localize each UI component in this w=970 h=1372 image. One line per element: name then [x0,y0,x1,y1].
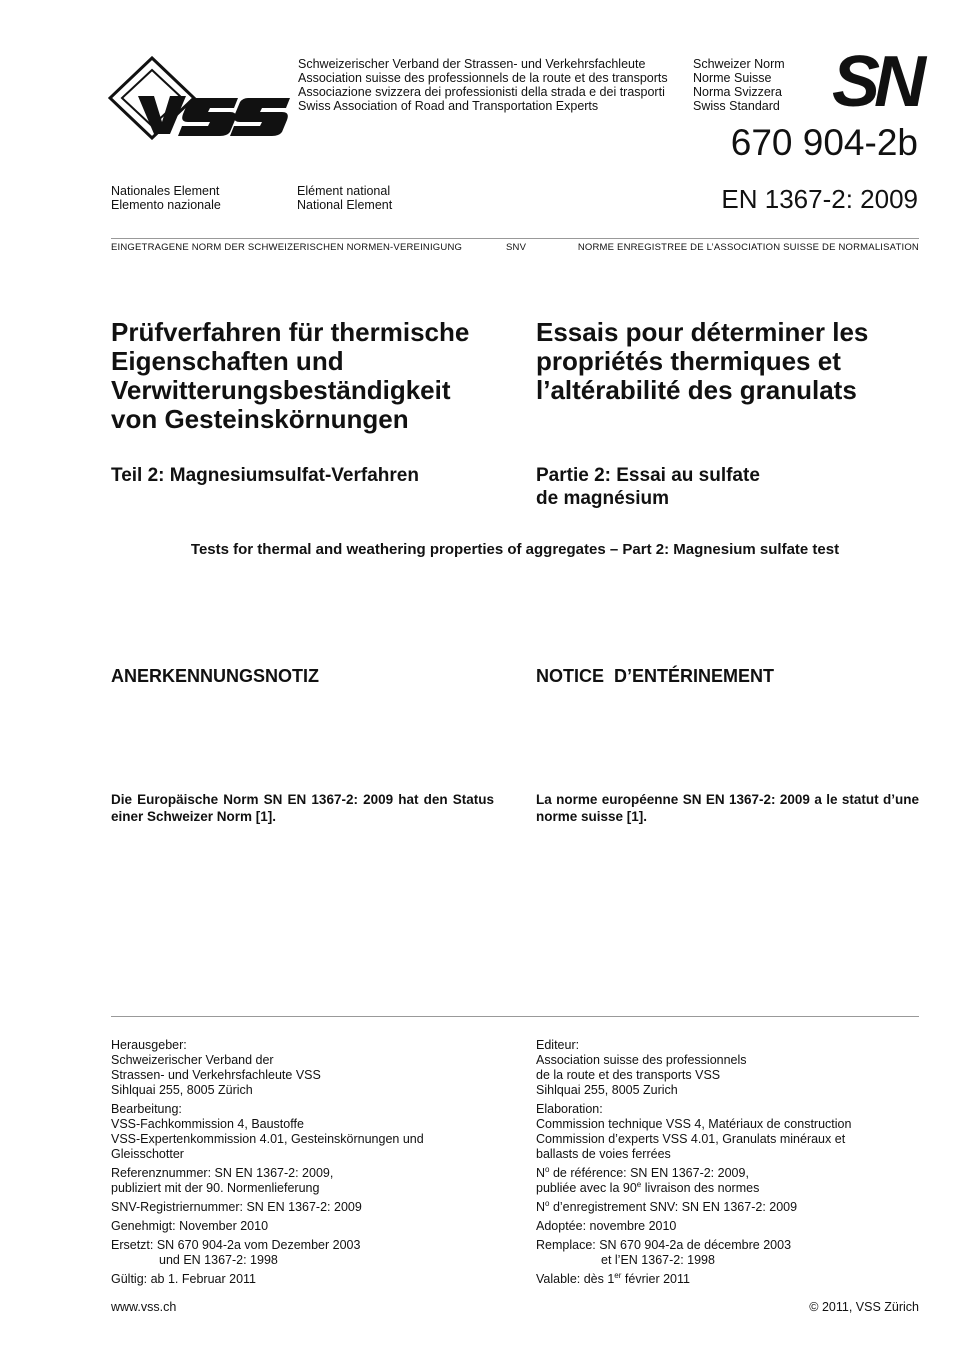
reference-block [536,1166,919,1196]
valid-block: Gültig: ab 1. Februar 2011 [111,1272,256,1286]
association-block [298,57,668,113]
norm-line: Swiss Standard [693,99,780,113]
norm-line: Schweizer Norm [693,57,785,71]
website-link[interactable]: www.vss.ch [111,1300,177,1314]
title-line: propriétés thermiques et [536,346,841,376]
footer-sup: e [636,1179,642,1189]
element-fr [297,184,392,212]
footer-line: de la route et des transports VSS [536,1068,721,1082]
title-line: Prüfverfahren für thermische [111,317,470,347]
association-line: Swiss Association of Road and Transportation Experts [298,99,599,113]
processing-block [111,1102,511,1162]
replaces-block [536,1238,919,1268]
association-line: Schweizerischer Verband der Strassen- und Verkehrsfachleute [298,57,646,71]
footer-text: livraison des normes [641,1181,760,1195]
element-de [111,184,221,212]
notice-text-de: Die Europäische Norm SN EN 1367-2: 2009 hat den Status einer Schweizer Norm [1]. [111,792,494,824]
copyright: © 2011, VSS Zürich [809,1300,919,1314]
footer-line: Bearbeitung: [111,1102,182,1116]
element-line: Elemento nazionale [111,198,221,212]
footer-line: Editeur: [536,1038,580,1052]
element-line: National Element [297,198,393,212]
part-title-line: de magnésium [536,488,670,509]
footer-line: Commission technique VSS 4, Matériaux de construction [536,1117,852,1131]
title-line: l’altérabilité des granulats [536,375,857,405]
vss-logo [108,56,294,140]
publisher-block [536,1038,919,1098]
part-title-line: Partie 2: Essai au sulfate [536,465,760,486]
registration-left: EINGETRAGENE NORM DER SCHWEIZERISCHEN NORMEN-VEREINIGUNG [111,242,463,253]
registration-block [536,1200,919,1215]
sn-logo: SN [831,42,920,122]
notice-heading-de: ANERKENNUNGSNOTIZ [111,666,320,686]
footer-sup: o [545,1164,550,1174]
header-divider [111,238,919,239]
footer-text: N [536,1166,546,1180]
approved-block: Genehmigt: November 2010 [111,1219,269,1233]
footer-line: publiziert mit der 90. Normenlieferung [111,1181,320,1195]
vss-logo-letters [138,96,290,136]
footer-line: ballasts de voies ferrées [536,1147,671,1161]
footer-line: und EN 1367-2: 1998 [159,1253,278,1267]
footer-text: publiée avec la 90 [536,1181,637,1195]
footer-line: Elaboration: [536,1102,603,1116]
footer-line: Gleisschotter [111,1147,184,1161]
footer-line: Herausgeber: [111,1038,187,1052]
publisher-block [111,1038,511,1098]
en-reference: EN 1367-2: 2009 [721,184,918,214]
footer-line: Schweizerischer Verband der [111,1053,274,1067]
registration-mid: SNV [506,242,527,253]
footer-de [111,1038,511,1291]
element-line: Nationales Element [111,184,220,198]
replaces-block [111,1238,511,1268]
footer-text: février 2011 [621,1272,690,1286]
footer-line: Ersetzt: SN 670 904-2a vom Dezember 2003 [111,1238,361,1252]
title-line: Eigenschaften und [111,346,344,376]
title-line: Verwitterungsbeständigkeit [111,375,451,405]
footer-sup: o [545,1198,550,1208]
norm-line: Norme Suisse [693,71,772,85]
association-line: Association suisse des professionnels de la route et des transports [298,71,668,85]
norm-line: Norma Svizzera [693,85,782,99]
reference-block [111,1166,511,1196]
registration-right: NORME ENREGISTREE DE L’ASSOCIATION SUISSE DE NORMALISATION [577,242,919,253]
processing-block [536,1102,919,1162]
footer-text: de référence: SN EN 1367-2: 2009, [549,1166,749,1180]
element-line: Elément national [297,184,391,198]
footer-line: Sihlquai 255, 8005 Zürich [111,1083,253,1097]
part-title-de: Teil 2: Magnesiumsulfat-Verfahren [111,465,419,486]
valid-block [536,1272,919,1287]
footer-line: VSS-Fachkommission 4, Baustoffe [111,1117,304,1131]
association-line: Associazione svizzera dei professionisti della strada e dei trasporti [298,85,665,99]
title-fr [536,318,868,405]
footer-line: et l’EN 1367-2: 1998 [601,1253,715,1267]
notice-heading-fr: NOTICE D’ENTÉRINEMENT [536,666,775,686]
footer-text: Valable: dès 1 [536,1272,615,1286]
title-de [111,318,469,434]
title-en: Tests for thermal and weathering properties of aggregates – Part 2: Magnesium sulfate test [190,541,840,558]
registration-block: SNV-Registriernummer: SN EN 1367-2: 2009 [111,1200,362,1214]
doc-number: 670 904-2b [730,122,918,163]
footer-line: Strassen- und Verkehrsfachleute VSS [111,1068,321,1082]
footer-line: Remplace: SN 670 904-2a de décembre 2003 [536,1238,792,1252]
footer-line: VSS-Expertenkommission 4.01, Gesteinskörnungen und [111,1132,424,1146]
footer-fr [536,1038,919,1291]
footer-divider [111,1016,919,1017]
footer-text: d’enregistrement SNV: SN EN 1367-2: 2009 [549,1200,798,1214]
footer-line: Association suisse des professionnels [536,1053,747,1067]
norm-block [693,57,785,113]
part-title-fr [536,464,760,510]
footer-line: Referenznummer: SN EN 1367-2: 2009, [111,1166,334,1180]
notice-text-fr: La norme européenne SN EN 1367-2: 2009 a le statut d’une norme suisse [1]. [536,792,919,824]
title-line: von Gesteinskörnungen [111,404,409,434]
footer-sup: er [614,1270,622,1280]
footer-text: N [536,1200,546,1214]
footer-line: Commission d’experts VSS 4.01, Granulats minéraux et [536,1132,846,1146]
title-line: Essais pour déterminer les [536,317,869,347]
footer-line: Sihlquai 255, 8005 Zurich [536,1083,678,1097]
approved-block: Adoptée: novembre 2010 [536,1219,677,1233]
